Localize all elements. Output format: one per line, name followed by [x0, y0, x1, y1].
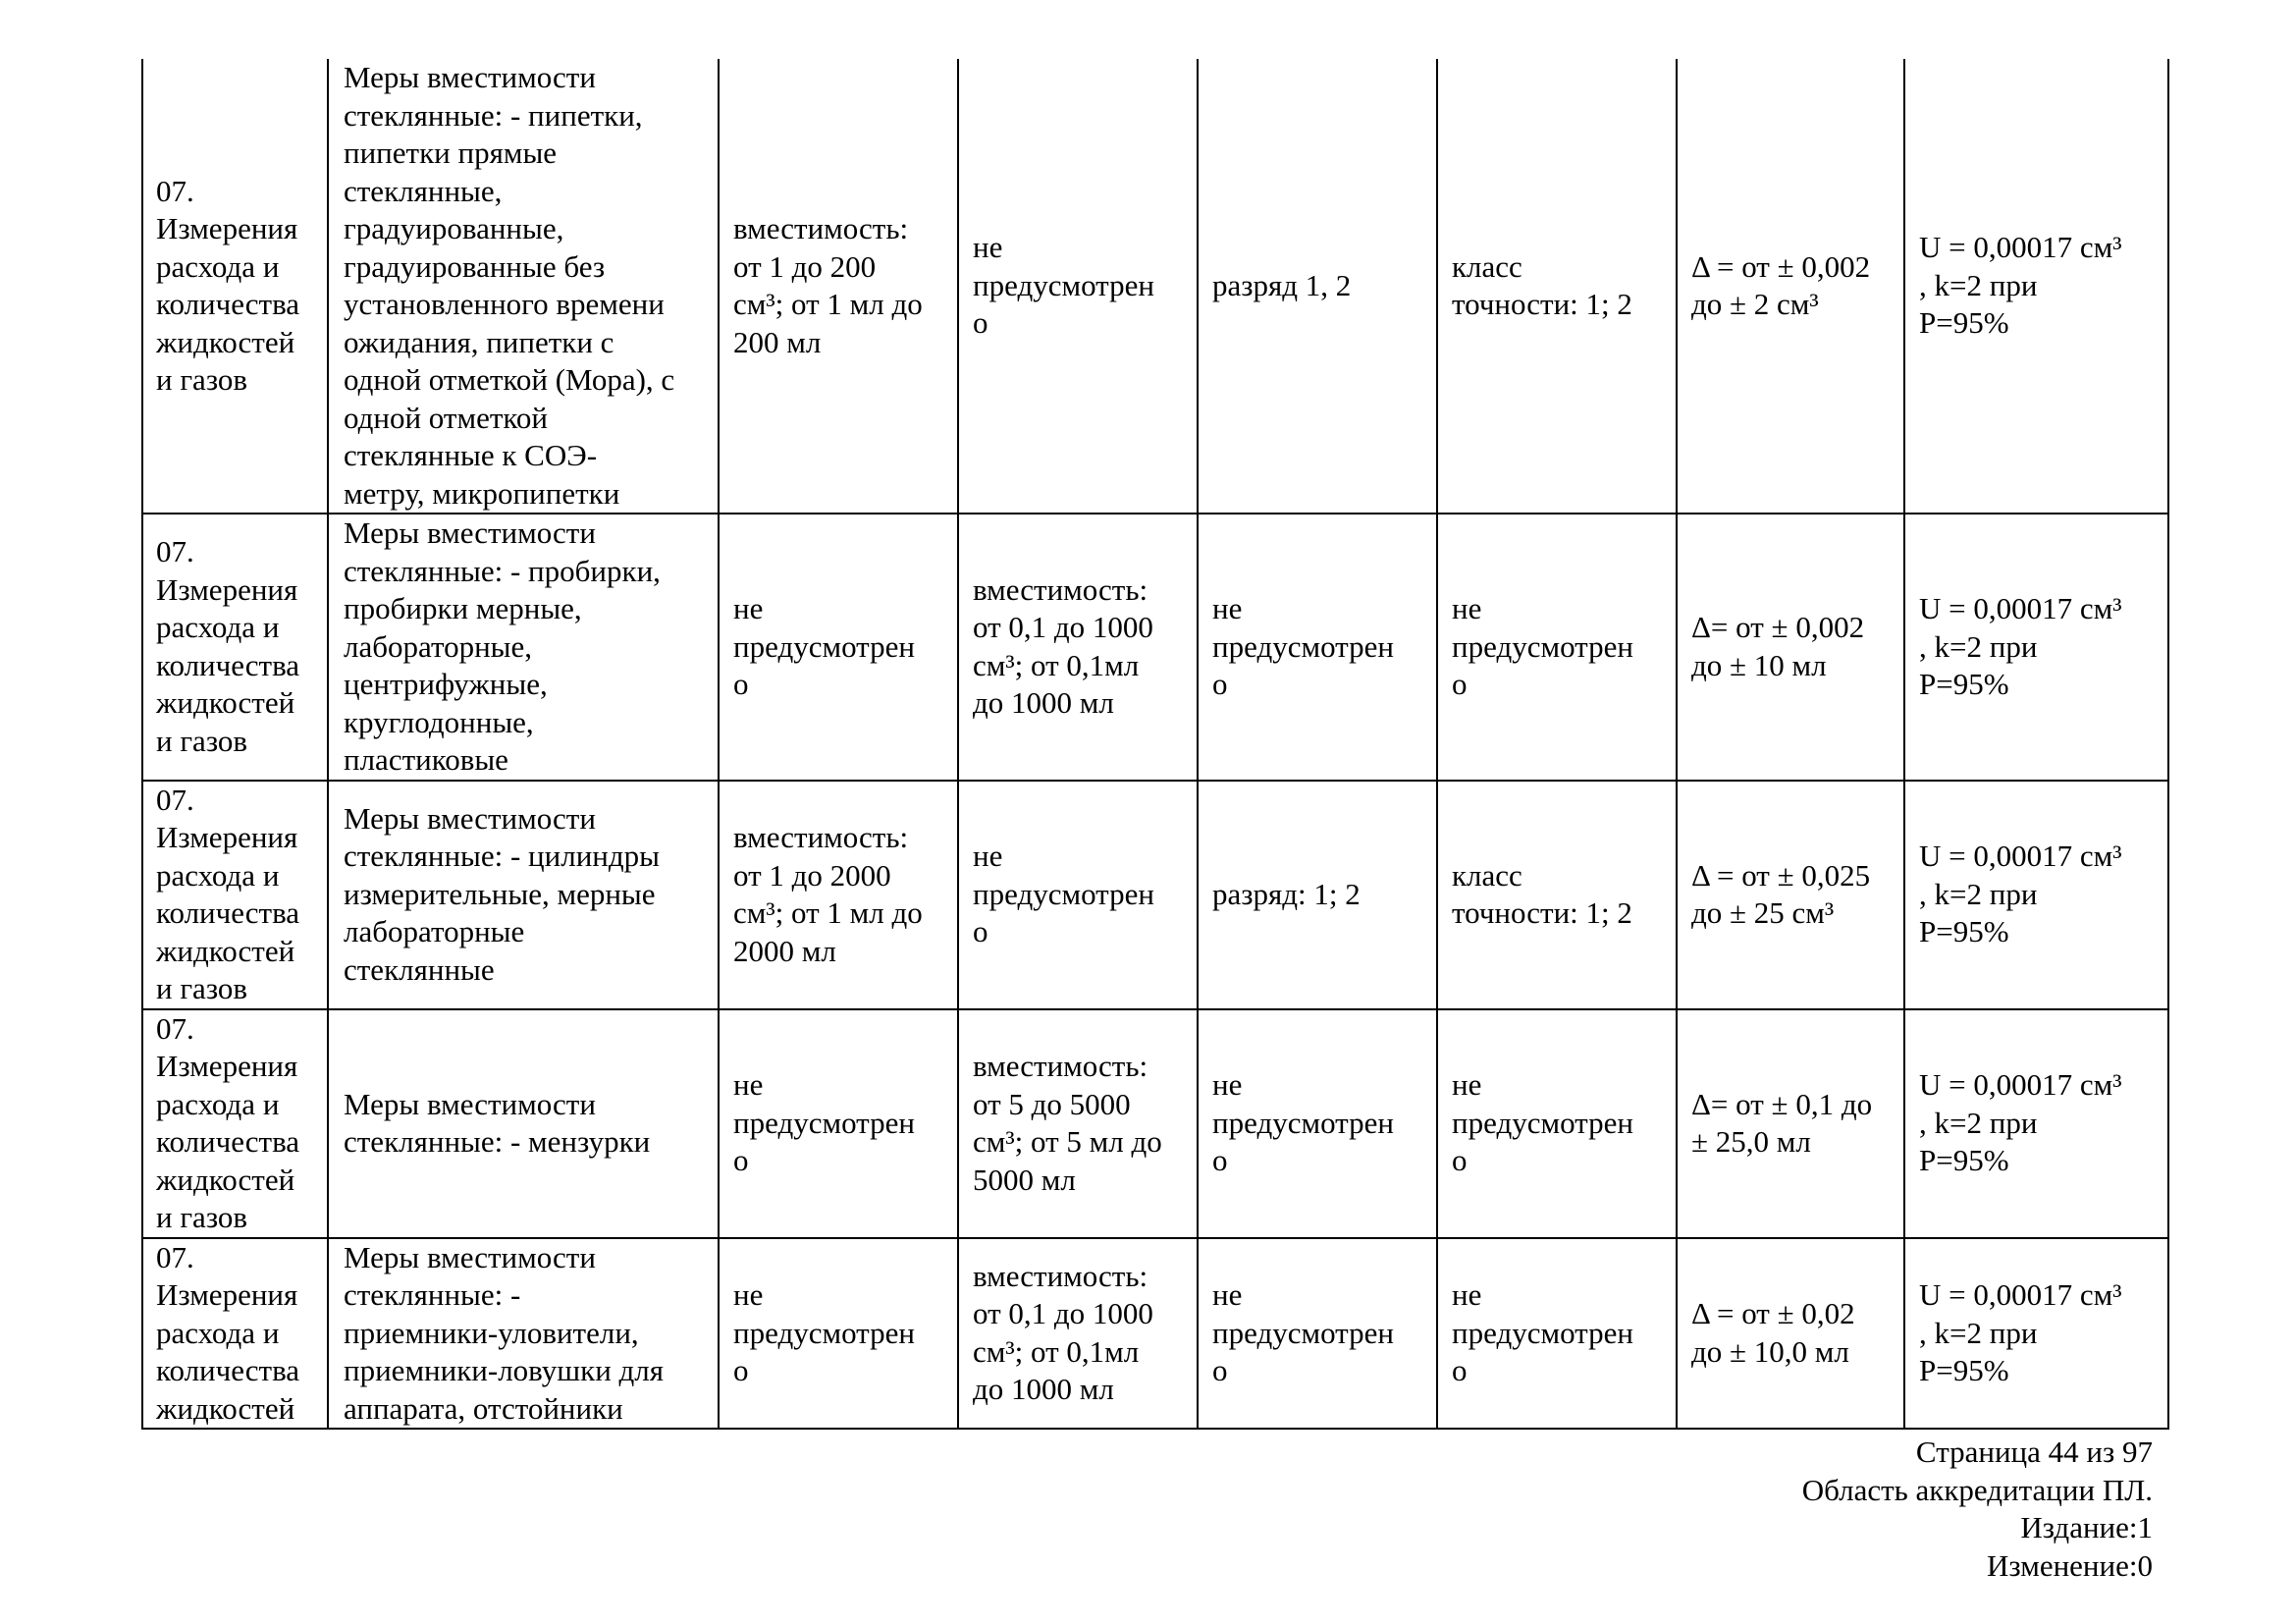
range-cell-a: вместимость: от 1 до 200 см³; от 1 мл до 200 мл: [719, 59, 958, 514]
class-cell-a: разряд: 1; 2: [1198, 781, 1437, 1009]
measurement-field-cell: 07. Измерения расхода и количества жидкостей и газов: [142, 781, 328, 1009]
class-cell-a: разряд 1, 2: [1198, 59, 1437, 514]
uncertainty-cell: U = 0,00017 см³ , k=2 при P=95%: [1904, 781, 2168, 1009]
class-cell-b: не предусмотрен о: [1437, 514, 1677, 781]
range-cell-a: не предусмотрен о: [719, 1238, 958, 1430]
measurement-field-cell: 07. Измерения расхода и количества жидкостей: [142, 1238, 328, 1430]
error-cell: Δ= от ± 0,002 до ± 10 мл: [1677, 514, 1904, 781]
accreditation-scope-table: [141, 59, 2169, 1430]
range-cell-a: не предусмотрен о: [719, 514, 958, 781]
uncertainty-cell: U = 0,00017 см³ , k=2 при P=95%: [1904, 1238, 2168, 1430]
table-row: [142, 1009, 2168, 1238]
range-cell-a: вместимость: от 1 до 2000 см³; от 1 мл до 2000 мл: [719, 781, 958, 1009]
range-cell-b: не предусмотрен о: [958, 59, 1198, 514]
class-cell-a: не предусмотрен о: [1198, 1009, 1437, 1238]
range-cell-b: вместимость: от 0,1 до 1000 см³; от 0,1мл до 1000 мл: [958, 1238, 1198, 1430]
page-footer: [1802, 1434, 2153, 1585]
error-cell: Δ = от ± 0,025 до ± 25 см³: [1677, 781, 1904, 1009]
measured-object-cell: Меры вместимости стеклянные: - цилиндры измерительные, мерные лабораторные стеклянные: [328, 781, 719, 1009]
table-row: [142, 59, 2168, 514]
class-cell-b: не предусмотрен о: [1437, 1238, 1677, 1430]
measurement-field-cell: 07. Измерения расхода и количества жидкостей и газов: [142, 1009, 328, 1238]
class-cell-b: класс точности: 1; 2: [1437, 781, 1677, 1009]
page-number: Страница 44 из 97: [1915, 1435, 2153, 1469]
scope-title: Область аккредитации ПЛ.: [1801, 1472, 2153, 1507]
error-cell: Δ= от ± 0,1 до ± 25,0 мл: [1677, 1009, 1904, 1238]
range-cell-b: вместимость: от 5 до 5000 см³; от 5 мл до 5000 мл: [958, 1009, 1198, 1238]
table-row: [142, 1238, 2168, 1430]
class-cell-a: не предусмотрен о: [1198, 514, 1437, 781]
class-cell-b: класс точности: 1; 2: [1437, 59, 1677, 514]
class-cell-b: не предусмотрен о: [1437, 1009, 1677, 1238]
measured-object-cell: Меры вместимости стеклянные: - пробирки, пробирки мерные, лабораторные, центрифужные, круглодонные, пластиковые: [328, 514, 719, 781]
measured-object-cell: Меры вместимости стеклянные: - мензурки: [328, 1009, 719, 1238]
error-cell: Δ = от ± 0,02 до ± 10,0 мл: [1677, 1238, 1904, 1430]
error-cell: Δ = от ± 0,002 до ± 2 см³: [1677, 59, 1904, 514]
edition-number: Издание:1: [2020, 1510, 2153, 1544]
change-number: Изменение:0: [1987, 1547, 2153, 1583]
table-row: [142, 514, 2168, 781]
uncertainty-cell: U = 0,00017 см³ , k=2 при P=95%: [1904, 514, 2168, 781]
measurement-field-cell: 07. Измерения расхода и количества жидкостей и газов: [142, 514, 328, 781]
measurement-field-cell: 07. Измерения расхода и количества жидкостей и газов: [142, 59, 328, 514]
range-cell-b: не предусмотрен о: [958, 781, 1198, 1009]
table-row: [142, 781, 2168, 1009]
range-cell-b: вместимость: от 0,1 до 1000 см³; от 0,1мл до 1000 мл: [958, 514, 1198, 781]
uncertainty-cell: U = 0,00017 см³ , k=2 при P=95%: [1904, 1009, 2168, 1238]
measured-object-cell: Меры вместимости стеклянные: - приемники-уловители, приемники-ловушки для аппарата, отстойники: [328, 1238, 719, 1430]
class-cell-a: не предусмотрен о: [1198, 1238, 1437, 1430]
measured-object-cell: Меры вместимости стеклянные: - пипетки, пипетки прямые стеклянные, градуированные, градуированные без установленного времени ожидания, пипетки с одной отметкой (Мора), с одной отметкой стеклянные к СОЭ- метру, микропипетки: [328, 59, 719, 514]
uncertainty-cell: U = 0,00017 см³ , k=2 при P=95%: [1904, 59, 2168, 514]
range-cell-a: не предусмотрен о: [719, 1009, 958, 1238]
